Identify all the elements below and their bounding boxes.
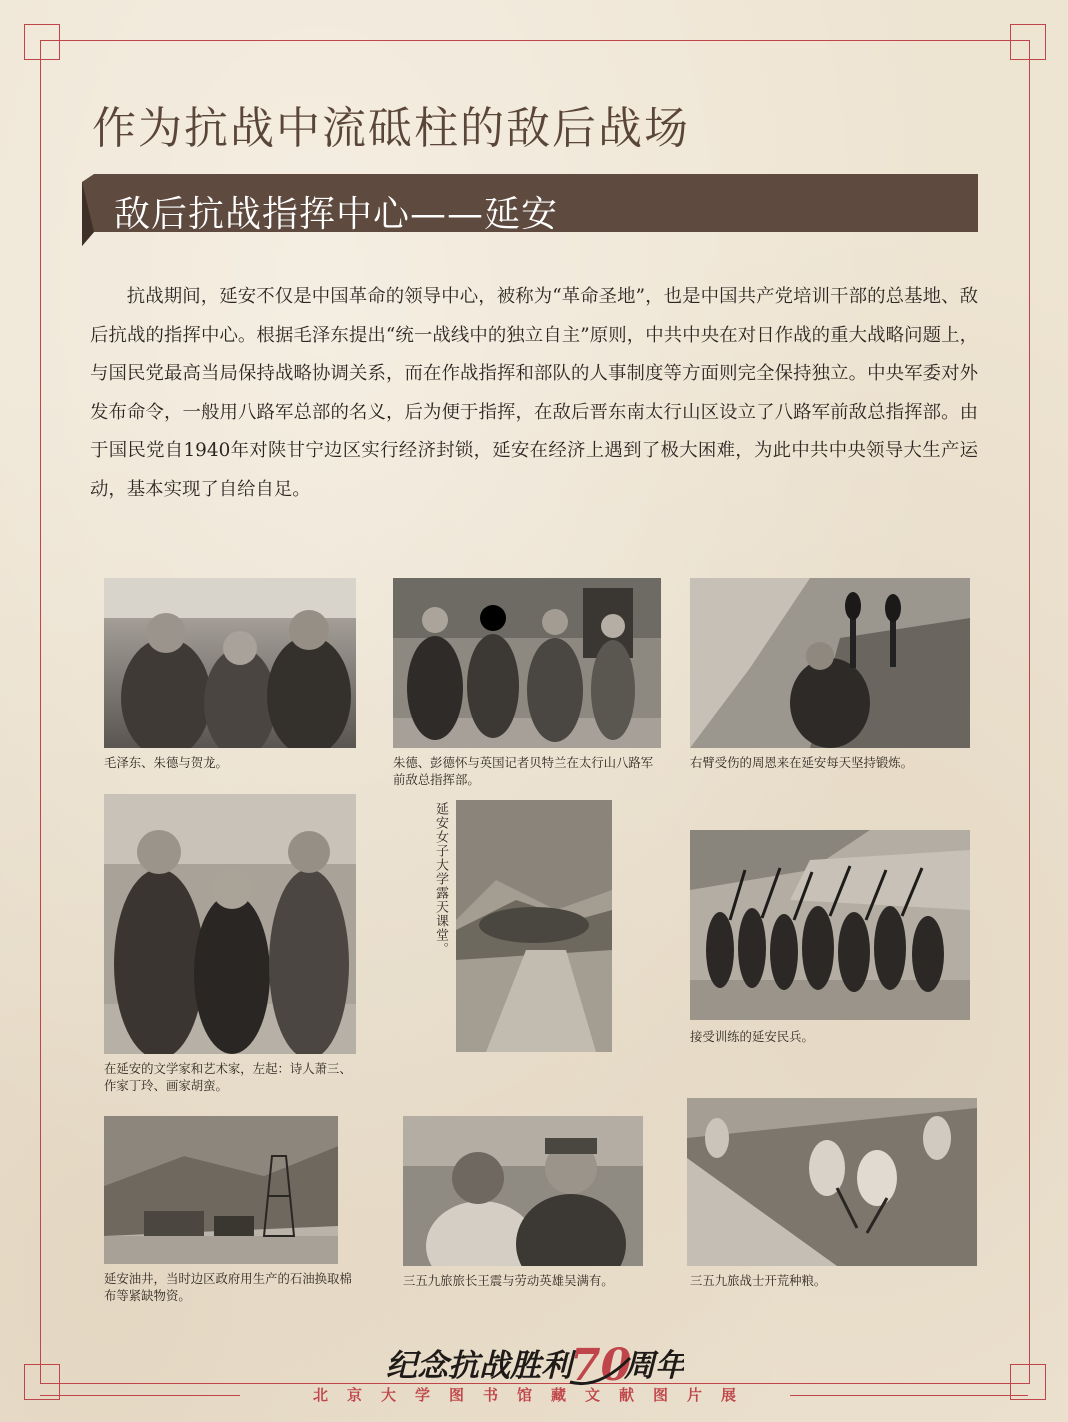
- photo-caption: 接受训练的延安民兵。: [690, 1029, 814, 1044]
- section-banner: [82, 174, 978, 246]
- photo-militia-training: [690, 830, 970, 1020]
- photo-zhu-peng-bertram: [393, 578, 661, 748]
- photo-caption: 朱德、彭德怀与英国记者贝特兰在太行山八路军前敌总指挥部。: [393, 755, 654, 787]
- photo-mao-zhu-he: [104, 578, 356, 748]
- photo-caption: 三五九旅旅长王震与劳动英雄吴满有。: [403, 1273, 614, 1288]
- photo-writers-artists: [104, 794, 356, 1054]
- svg-text:纪念抗战胜利: 纪念抗战胜利: [386, 1348, 572, 1384]
- photo-women-university: [456, 800, 612, 1052]
- photo-zhou-exercise: [690, 578, 970, 748]
- photo-reclaiming-land: [687, 1098, 977, 1266]
- footer-rule-left: [40, 1395, 240, 1396]
- section-title: 敌后抗战指挥中心——延安: [114, 194, 559, 235]
- footer: [0, 1384, 1068, 1408]
- photo-caption: 三五九旅战士开荒种粮。: [690, 1273, 827, 1288]
- photo-caption: 右臂受伤的周恩来在延安每天坚持锻炼。: [690, 755, 914, 770]
- footer-title: 北京大学图书馆藏文献图片展: [312, 1386, 755, 1404]
- frame-corner-top-left: [24, 24, 60, 60]
- photo-caption: 延安油井，当时边区政府用生产的石油换取棉布等紧缺物资。: [104, 1271, 352, 1303]
- svg-text:70: 70: [570, 1340, 632, 1390]
- photo-oil-well: [104, 1116, 338, 1264]
- photo-wang-zhen-wu-manyou: [403, 1116, 643, 1266]
- photo-caption: 在延安的文学家和艺术家，左起：诗人萧三、作家丁玲、画家胡蛮。: [104, 1061, 352, 1093]
- commemoration-logo: [384, 1336, 684, 1390]
- svg-text:周年: 周年: [624, 1348, 684, 1384]
- footer-rule-right: [790, 1395, 1028, 1396]
- photo-caption-vertical: 延安女子大学露天课堂。: [433, 802, 448, 956]
- intro-paragraph: 抗战期间，延安不仅是中国革命的领导中心，被称为“革命圣地”，也是中国共产党培训干部的总基地、敌后抗战的指挥中心。根据毛泽东提出“统一战线中的独立自主”原则，中共中央在对日作战的重大战略问题上，与国民党最高当局保持战略协调关系，而在作战指挥和部队的人事制度等方面则完全保持独立。中央军委对外发布命令，一般用八路军总部的名义，后为便于指挥，在敌后晋东南太行山区设立了八路军前敌总指挥部。由于国民党自1940年对陕甘宁边区实行经济封锁，延安在经济上遇到了极大困难，为此中共中央领导大生产运动，基本实现了自给自足。: [90, 286, 978, 500]
- frame-corner-top-right: [1010, 24, 1046, 60]
- page-title: 作为抗战中流砥柱的敌后战场: [92, 103, 690, 154]
- photo-caption: 毛泽东、朱德与贺龙。: [104, 755, 228, 770]
